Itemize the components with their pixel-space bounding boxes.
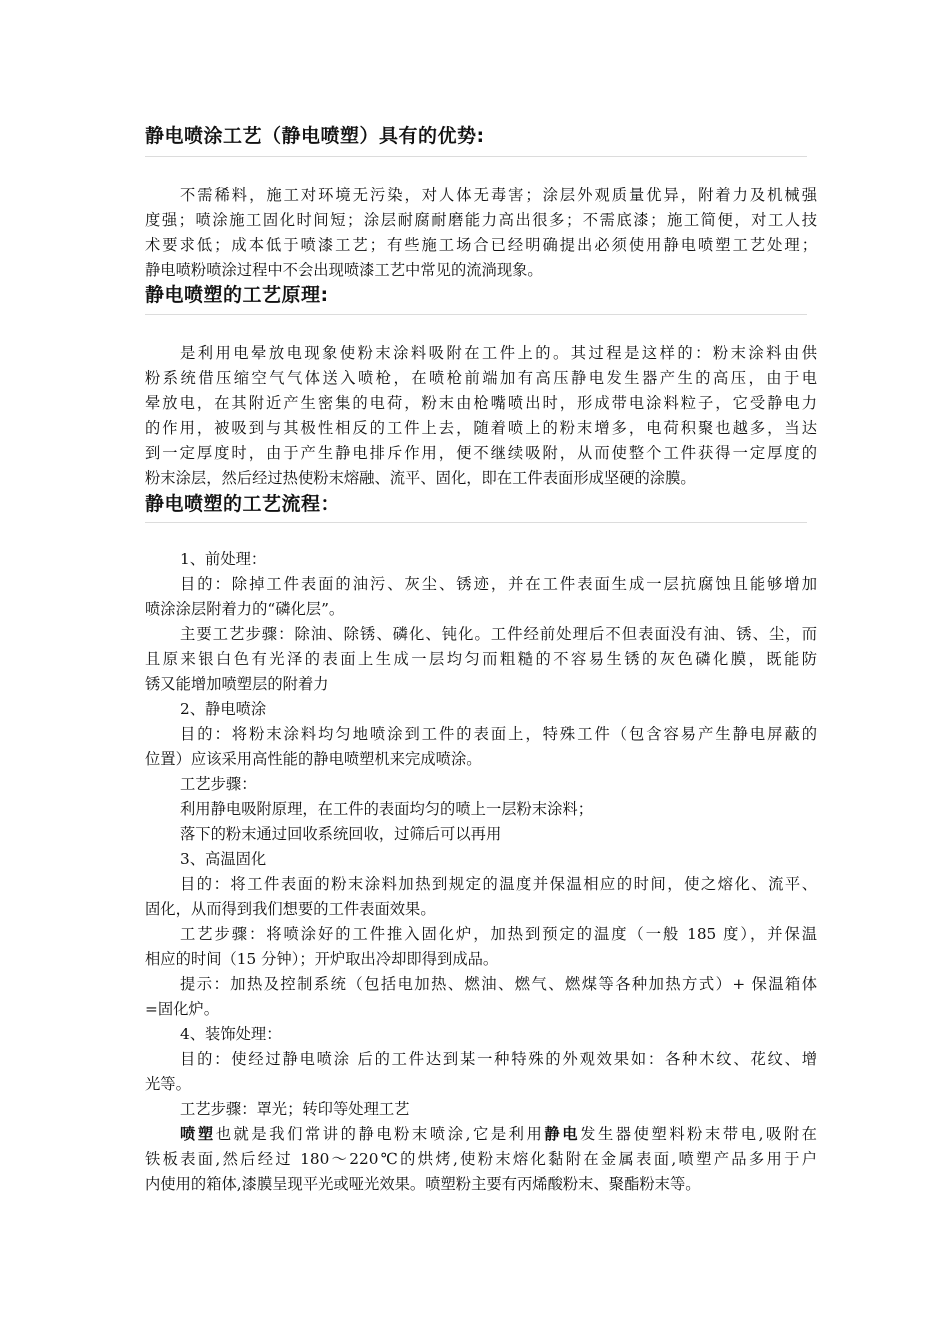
text-line: 工艺步骤：: [180, 775, 257, 793]
text-line: 喷涂涂层附着力的“磷化层”。: [145, 600, 345, 618]
text-line: 目的：将粉末涂料均匀地喷涂到工件的表面上，特殊工件（包含容易产生静电屏蔽的: [180, 725, 817, 743]
principle-paragraph: [145, 341, 817, 491]
text-line: 不需稀料，施工对环境无污染，对人体无毒害；涂层外观质量优异，附着力及机械强: [180, 186, 817, 204]
step-heading: 4、装饰处理：: [180, 1025, 282, 1043]
text-line: 利用静电吸附原理，在工件的表面均匀的喷上一层粉末涂料；: [180, 800, 594, 818]
text-line: 粉末涂层，然后经过热使粉末熔融、流平、固化，即在工件表面形成坚硬的涂膜。: [145, 469, 696, 487]
text-line: 度强；喷涂施工固化时间短；涂层耐腐耐磨能力高出很多；不需底漆；施工简便，对工人技: [145, 211, 817, 229]
text-line: 术要求低；成本低于喷漆工艺；有些施工场合已经明确提出必须使用静电喷塑工艺处理；: [145, 236, 817, 254]
step-heading: 1、前处理：: [180, 550, 267, 568]
section-process-title: 静电喷塑的工艺流程：: [145, 493, 341, 515]
text-line: 内使用的箱体,漆膜呈现平光或哑光效果。喷塑粉主要有丙烯酸粉末、聚酯粉末等。: [145, 1175, 701, 1193]
text-line: 目的：将工件表面的粉末涂料加热到规定的温度并保温相应的时间，使之熔化、流平、: [180, 875, 817, 893]
text-line: 的作用，被吸到与其极性相反的工件上去，随着喷上的粉末增多，电荷积聚也越多，当达: [145, 419, 817, 437]
section-advantages-title: 静电喷涂工艺（静电喷塑）具有的优势:: [145, 125, 485, 147]
text-line: 铁板表面,然后经过 180～220℃的烘烤,使粉末熔化黏附在金属表面,喷塑产品多用于户: [145, 1150, 817, 1168]
process-paragraph: [145, 547, 817, 1197]
title-divider: [145, 522, 807, 523]
step-heading: 3、高温固化: [180, 850, 267, 868]
text-line: 粉系统借压缩空气气体送入喷枪，在喷枪前端加有高压静电发生器产生的高压，由于电: [145, 369, 817, 387]
step-heading: 2、静电喷涂: [180, 700, 267, 718]
text-line: 到一定厚度时，由于产生静电排斥作用，便不继续吸附，从而使整个工件获得一定厚度的: [145, 444, 817, 462]
text-line: 工艺步骤：罩光；转印等处理工艺: [180, 1100, 410, 1118]
text-line: 光等。: [145, 1075, 191, 1093]
text-line: 是利用电晕放电现象使粉末涂料吸附在工件上的。其过程是这样的：粉末涂料由供: [180, 344, 817, 362]
text-line: 相应的时间（15 分钟）；开炉取出冷却即得到成品。: [145, 950, 499, 968]
keyword-spray: 喷塑: [180, 1125, 216, 1143]
title-divider: [145, 156, 807, 157]
text-line: 锈又能增加喷塑层的附着力: [145, 675, 329, 693]
title-divider: [145, 314, 807, 315]
closing-text: 也就是我们常讲的静电粉末喷涂,它是利用: [215, 1125, 545, 1143]
text-line: 工艺步骤：将喷涂好的工件推入固化炉，加热到预定的温度（一般 185 度），并保温: [180, 925, 817, 943]
closing-text: 发生器使塑料粉末带电,吸附在: [580, 1125, 817, 1143]
advantages-paragraph: [145, 183, 817, 283]
text-line: 主要工艺步骤：除油、除锈、磷化、钝化。工件经前处理后不但表面没有油、锈、尘，而: [180, 625, 817, 643]
keyword-static: 静电: [544, 1125, 581, 1143]
section-principle-title: 静电喷塑的工艺原理:: [145, 284, 329, 306]
text-line: 且原来银白色有光泽的表面上生成一层均匀而粗糙的不容易生锈的灰色磷化膜，既能防: [145, 650, 817, 668]
text-line: 位置）应该采用高性能的静电喷塑机来完成喷涂。: [145, 750, 482, 768]
text-line: 目的：使经过静电喷涂 后的工件达到某一种特殊的外观效果如：各种木纹、花纹、增: [180, 1050, 817, 1068]
text-line: 晕放电，在其附近产生密集的电荷，粉末由枪嘴喷出时，形成带电涂料粒子，它受静电力: [145, 394, 817, 412]
text-line: 提示：加热及控制系统（包括电加热、燃油、燃气、燃煤等各种加热方式）+ 保温箱体: [180, 975, 817, 993]
text-line: 静电喷粉喷涂过程中不会出现喷漆工艺中常见的流淌现象。: [145, 261, 543, 279]
text-line: =固化炉。: [145, 1000, 220, 1018]
text-line: 目的：除掉工件表面的油污、灰尘、锈迹，并在工件表面生成一层抗腐蚀且能够增加: [180, 575, 817, 593]
text-line: 固化，从而得到我们想要的工件表面效果。: [145, 900, 436, 918]
closing-line: [145, 1122, 817, 1147]
text-line: 落下的粉末通过回收系统回收，过筛后可以再用: [180, 825, 502, 843]
